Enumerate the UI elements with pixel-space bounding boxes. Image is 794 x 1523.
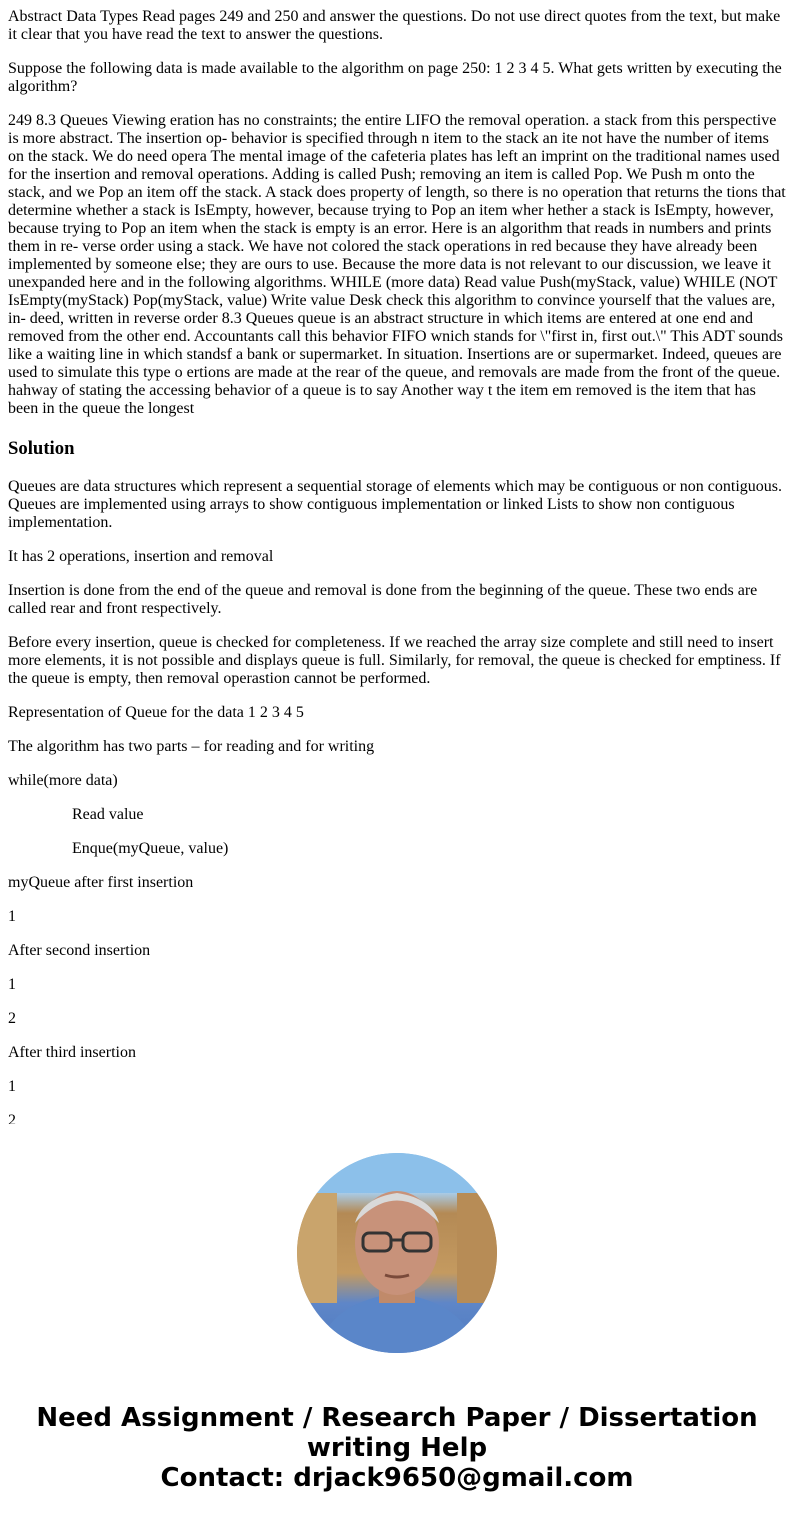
solution-heading: Solution bbox=[8, 438, 75, 459]
solution-paragraph: Before every insertion, queue is checked for completeness. If we reached the array size complete and still need to insert more elements, it is not possible and displays queue is full. Similarly, for removal, the queue is checked for emptiness. If the queue is empty, then removal operastion cannot be performed. bbox=[8, 634, 781, 687]
document-content bbox=[8, 0, 788, 1124]
code-line: Enque(myQueue, value) bbox=[72, 840, 229, 857]
code-line: Read value bbox=[72, 806, 144, 823]
solution-paragraph: Insertion is done from the end of the queue and removal is done from the beginning of the queue. These two ends are called rear and front respectively. bbox=[8, 582, 758, 617]
question-intro: Abstract Data Types Read pages 249 and 250 and answer the questions. Do not use direct quotes from the text, but make it clear that you have read the text to answer the questions. bbox=[8, 8, 781, 43]
trace-line: 2 bbox=[8, 1112, 16, 1124]
person-portrait-icon bbox=[297, 1153, 497, 1353]
trace-line: After second insertion bbox=[8, 942, 151, 959]
trace-line: 1 bbox=[8, 1078, 16, 1095]
trace-line: 1 bbox=[8, 976, 16, 993]
promo-contact: Contact: drjack9650@gmail.com bbox=[160, 1463, 634, 1493]
solution-paragraph: The algorithm has two parts – for reading and for writing bbox=[8, 738, 375, 755]
solution-paragraph: Queues are data structures which represent a sequential storage of elements which may be contiguous or non contiguous. Queues are implemented using arrays to show contiguous implementation or linked Lists to show non contiguous implementation. bbox=[8, 478, 782, 531]
trace-line: After third insertion bbox=[8, 1044, 136, 1061]
solution-paragraph: Representation of Queue for the data 1 2 3 4 5 bbox=[8, 704, 304, 721]
solution-paragraph: while(more data) bbox=[8, 772, 118, 789]
solution-paragraph: It has 2 operations, insertion and removal bbox=[8, 548, 274, 565]
promo-footer bbox=[0, 1403, 794, 1493]
promo-headline: Need Assignment / Research Paper / Dissertation writing Help bbox=[36, 1403, 758, 1463]
question-prompt: Suppose the following data is made available to the algorithm on page 250: 1 2 3 4 5. What gets written by executing the algorithm? bbox=[8, 60, 782, 95]
textbook-excerpt: 249 8.3 Queues Viewing eration has no constraints; the entire LIFO the removal operation. a stack from this perspective is more abstract. The insertion op- behavior is specified through n item to the stack an ite not have the number of items on the stack. We do need opera The mental image of the cafeteria plates has left an imprint on the traditional names used for the insertion and removal operations. Adding is called Push; removing an item is called Pop. We Push m onto the stack, and we Pop an item off the stack. A stack does property of length, so there is no operation that returns the tions that determine whether a stack is IsEmpty, however, because trying to Pop an item wher hether a stack is IsEmpty, however, because trying to Pop an item when the stack is empty is an error. Here is an algorithm that reads in numbers and prints them in re- verse order using a stack. We have not colored the stack operations in red because they have already been implemented by someone else; they are ours to use. Because the more data is not relevant to our discussion, we leave it unexpanded here and in the following algorithms. WHILE (more data) Read value Push(myStack, value) WHILE (NOT IsEmpty(myStack) Pop(myStack, value) Write value Desk check this algorithm to convince yourself that the values are, in- deed, written in reverse order 8.3 Queues queue is an abstract structure in which items are entered at one end and removed from the other end. Accountants call this behavior FIFO wnich stands for \"first in, first out.\" This ADT sounds like a waiting line in which standsf a bank or supermarket. In situation. Insertions are or supermarket. Indeed, queues are used to simulate this type o ertions are made at the rear of the queue, and removals are made from the front of the queue. hahway of stating the accessing behavior of a queue is to say Another way t the item em removed is the item that has been in the queue the longest bbox=[8, 112, 786, 417]
trace-line: 1 bbox=[8, 908, 16, 925]
trace-line: 2 bbox=[8, 1010, 16, 1027]
trace-line: myQueue after first insertion bbox=[8, 874, 194, 891]
avatar-photo bbox=[297, 1153, 497, 1353]
